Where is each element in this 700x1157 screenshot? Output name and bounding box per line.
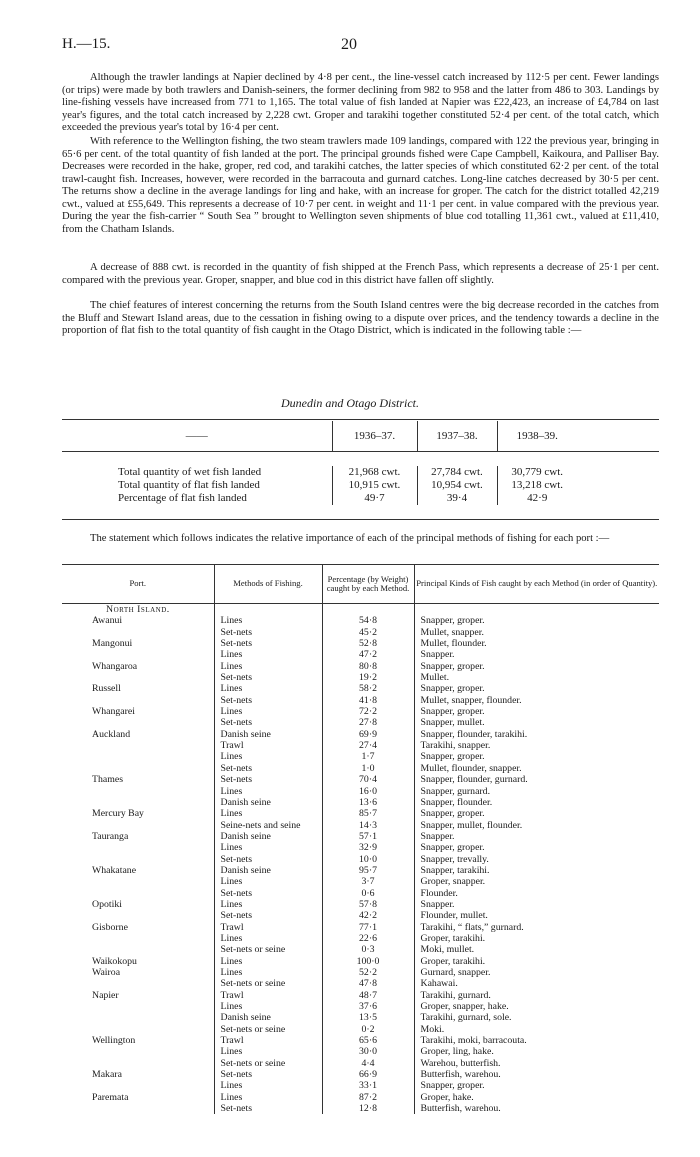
document-reference: H.—15. — [62, 36, 111, 52]
table-row — [62, 740, 659, 751]
methods-port-cell — [62, 1080, 214, 1091]
table-row — [62, 615, 659, 626]
table-row — [62, 933, 659, 944]
methods-method-cell: Lines — [214, 751, 322, 762]
methods-pct-cell: 57·8 — [322, 899, 414, 910]
methods-pct-cell: 48·7 — [322, 990, 414, 1001]
methods-method-cell: Danish seine — [214, 865, 322, 876]
methods-port-cell — [62, 1001, 214, 1012]
table-row — [62, 683, 659, 694]
table-row — [62, 797, 659, 808]
methods-pct-cell: 80·8 — [322, 661, 414, 672]
methods-port-cell — [62, 751, 214, 762]
methods-method-cell: Set-nets — [214, 910, 322, 921]
table-row — [62, 774, 659, 785]
table-row — [62, 672, 659, 683]
methods-method-cell: Lines — [214, 1001, 322, 1012]
table-row — [62, 638, 659, 649]
methods-pct-cell: 85·7 — [322, 808, 414, 819]
table-row — [62, 466, 659, 479]
methods-port-cell — [62, 695, 214, 706]
methods-method-cell: Set-nets or seine — [214, 1058, 322, 1069]
methods-port-cell: Whangarei — [92, 706, 135, 718]
table-rule-top — [62, 419, 659, 420]
methods-pct-cell: 42·2 — [322, 910, 414, 921]
methods-method-cell: Trawl — [214, 1035, 322, 1046]
page-number: 20 — [341, 36, 357, 53]
methods-kinds-cell: Butterfish, warehou. — [414, 1069, 659, 1080]
methods-pct-cell: 69·9 — [322, 729, 414, 740]
methods-method-cell: Set-nets — [214, 888, 322, 899]
methods-pct-cell: 10·0 — [322, 854, 414, 865]
methods-pct-cell: 100·0 — [322, 956, 414, 967]
methods-port-cell — [62, 854, 214, 865]
methods-port-cell: Mercury Bay — [92, 808, 144, 820]
methods-method-cell: Danish seine — [214, 831, 322, 842]
methods-pct-cell: 65·6 — [322, 1035, 414, 1046]
table-row — [62, 956, 659, 967]
methods-method-cell: Trawl — [214, 740, 322, 751]
methods-kinds-cell: Mullet, snapper. — [414, 627, 659, 638]
methods-port-cell — [62, 1058, 214, 1069]
methods-method-cell: Lines — [214, 1046, 322, 1057]
methods-port-cell: Wairoa — [92, 967, 121, 978]
table-rule-bottom — [62, 519, 659, 520]
methods-kinds-cell: Snapper, groper. — [414, 751, 659, 762]
methods-port-cell — [62, 842, 214, 853]
methods-port-cell — [62, 1046, 214, 1057]
methods-port-cell: Awanui — [92, 615, 123, 627]
methods-method-cell: Lines — [214, 706, 322, 717]
table-row — [62, 1092, 659, 1103]
methods-pct-cell: 47·8 — [322, 978, 414, 989]
methods-port-cell — [62, 910, 214, 921]
methods-kinds-cell: Groper, snapper. — [414, 876, 659, 887]
methods-port-cell — [62, 820, 214, 831]
methods-method-cell: Set-nets — [214, 763, 322, 774]
otago-row-label: Total quantity of wet fish landed — [118, 466, 262, 478]
methods-pct-cell: 3·7 — [322, 876, 414, 887]
table-row — [62, 820, 659, 831]
table-row — [62, 479, 659, 492]
methods-port-cell: Whakatane — [92, 864, 137, 876]
methods-port-cell: Mangonui — [92, 638, 133, 650]
methods-header-kinds: Principal Kinds of Fish caught by each Method (in order of Quantity). — [414, 565, 659, 604]
methods-port-cell — [62, 797, 214, 808]
methods-pct-cell: 27·8 — [322, 717, 414, 728]
methods-kinds-cell: Snapper, groper. — [414, 842, 659, 853]
methods-kinds-cell: Tarakihi, snapper. — [414, 740, 659, 751]
methods-kinds-cell: Flounder, mullet. — [414, 910, 659, 921]
methods-port-cell — [62, 786, 214, 797]
table-row — [62, 1001, 659, 1012]
table-row — [62, 944, 659, 955]
methods-port-cell — [62, 1103, 214, 1114]
methods-kinds-cell: Gurnard, snapper. — [414, 967, 659, 978]
paragraph-wellington: With reference to the Wellington fishing, the two steam trawlers made 109 landings, compared with 122 the previous year, bringing in 65·6 per cent. of the total quantity of fish landed at the port. The principal grounds fished were Cape Campbell, Kaikoura, and Palliser Bay. Decreases were recorded in the hake, groper, red cod, and tarakihi catches, the latter species of which constituted 62·2 per cent. of the total trawl-caught fish. Increases, however, were recorded in the barracouta and gurnard catches. Long-line catches decreased by 30·5 per cent. The returns show a decline in the average landings for ling and hake, with an increase for groper. The catch for the district totalled 42,219 cwt., valued at £55,649. This represents a decrease of 10·7 per cent. in weight and 11·1 per cent. in value compared with the previous year. During the year the fish-carrier “ South Sea ” brought to Wellington seven shipments of blue cod totalling 11,361 cwt., valued at £11,410, from the Chatham Islands. — [62, 136, 659, 235]
otago-cell: 30,779 cwt. — [497, 466, 577, 479]
methods-method-cell: Lines — [214, 899, 322, 910]
methods-header-port: Port. — [62, 565, 214, 604]
methods-port-cell — [62, 888, 214, 899]
table-row — [62, 717, 659, 728]
table-row — [62, 967, 659, 978]
methods-port-cell: Wellington — [92, 1035, 136, 1047]
methods-kinds-cell: Snapper, groper. — [414, 706, 659, 717]
table-row — [62, 910, 659, 921]
methods-method-cell: Danish seine — [214, 1012, 322, 1023]
methods-method-cell: Lines — [214, 1092, 322, 1103]
methods-kinds-cell: Groper, ling, hake. — [414, 1046, 659, 1057]
otago-year-1937: 1937–38. — [417, 421, 497, 452]
otago-table-title: Dunedin and Otago District. — [281, 396, 419, 410]
methods-pct-cell: 54·8 — [322, 615, 414, 626]
table-row — [62, 763, 659, 774]
methods-port-cell: Thames — [92, 774, 124, 786]
methods-port-cell — [62, 978, 214, 989]
table-row — [62, 706, 659, 717]
methods-port-cell: Makara — [92, 1069, 122, 1081]
methods-port-cell — [62, 944, 214, 955]
methods-pct-cell: 22·6 — [322, 933, 414, 944]
table-row — [62, 1069, 659, 1080]
methods-kinds-cell: Snapper. — [414, 649, 659, 660]
methods-kinds-cell: Flounder. — [414, 888, 659, 899]
table-row — [62, 627, 659, 638]
methods-method-cell: Set-nets — [214, 1103, 322, 1114]
methods-method-cell: Trawl — [214, 990, 322, 1001]
methods-kinds-cell: Groper, tarakihi. — [414, 933, 659, 944]
methods-kinds-cell: Tarakihi, gurnard. — [414, 990, 659, 1001]
methods-port-cell: Paremata — [92, 1091, 129, 1103]
methods-kinds-cell: Mullet, flounder. — [414, 638, 659, 649]
table-row — [62, 922, 659, 933]
methods-kinds-cell: Moki. — [414, 1024, 659, 1035]
methods-pct-cell: 47·2 — [322, 649, 414, 660]
methods-pct-cell: 1·7 — [322, 751, 414, 762]
methods-header-method: Methods of Fishing. — [214, 565, 322, 604]
methods-pct-cell: 52·2 — [322, 967, 414, 978]
methods-kinds-cell: Groper, tarakihi. — [414, 956, 659, 967]
methods-pct-cell: 30·0 — [322, 1046, 414, 1057]
methods-port-cell — [62, 763, 214, 774]
methods-method-cell: Lines — [214, 615, 322, 626]
table-row — [62, 661, 659, 672]
methods-kinds-cell: Snapper, groper. — [414, 1080, 659, 1091]
methods-header-pct: Percentage (by Weight) caught by each Method. — [322, 565, 414, 604]
methods-pct-cell: 41·8 — [322, 695, 414, 706]
otago-table — [62, 421, 659, 505]
table-row — [62, 1046, 659, 1057]
methods-kinds-cell: Snapper, groper. — [414, 808, 659, 819]
methods-method-cell: Lines — [214, 842, 322, 853]
methods-kinds-cell: Mullet, flounder, snapper. — [414, 763, 659, 774]
methods-pct-cell: 66·9 — [322, 1069, 414, 1080]
methods-kinds-cell: Snapper, mullet. — [414, 717, 659, 728]
table-row — [62, 854, 659, 865]
table-row — [62, 831, 659, 842]
otago-cell: 13,218 cwt. — [497, 479, 577, 492]
table-row — [62, 751, 659, 762]
methods-method-cell: Lines — [214, 956, 322, 967]
methods-kinds-cell: Snapper, trevally. — [414, 854, 659, 865]
methods-pct-cell: 52·8 — [322, 638, 414, 649]
methods-port-cell: Whangaroa — [92, 660, 138, 672]
methods-kinds-cell: Snapper, flounder. — [414, 797, 659, 808]
methods-method-cell: Lines — [214, 933, 322, 944]
table-row — [62, 842, 659, 853]
methods-method-cell: Set-nets — [214, 627, 322, 638]
methods-kinds-cell: Groper, hake. — [414, 1092, 659, 1103]
methods-kinds-cell: Groper, snapper, hake. — [414, 1001, 659, 1012]
methods-method-cell: Set-nets — [214, 717, 322, 728]
methods-port-cell — [62, 876, 214, 887]
methods-port-cell — [62, 649, 214, 660]
otago-year-1936: 1936–37. — [332, 421, 417, 452]
paragraph-methods-intro: The statement which follows indicates the relative importance of each of the principal methods of fishing for each port :— — [90, 533, 610, 544]
methods-kinds-cell: Snapper, flounder, gurnard. — [414, 774, 659, 785]
methods-kinds-cell: Snapper. — [414, 899, 659, 910]
methods-kinds-cell: Tarakihi, moki, barracouta. — [414, 1035, 659, 1046]
otago-row-label: Total quantity of flat fish landed — [118, 479, 260, 491]
methods-port-cell: Waikokopu — [92, 955, 137, 967]
methods-method-cell: Danish seine — [214, 797, 322, 808]
methods-method-cell: Lines — [214, 649, 322, 660]
methods-method-cell: Set-nets — [214, 672, 322, 683]
methods-method-cell: Set-nets or seine — [214, 944, 322, 955]
otago-cell: 10,915 cwt. — [332, 479, 417, 492]
methods-method-cell: Lines — [214, 786, 322, 797]
table-row — [62, 888, 659, 899]
methods-method-cell: Set-nets — [214, 638, 322, 649]
methods-pct-cell: 16·0 — [322, 786, 414, 797]
methods-method-cell: Seine-nets and seine — [214, 820, 322, 831]
methods-method-cell: Lines — [214, 1080, 322, 1091]
table-row — [62, 786, 659, 797]
methods-method-cell: Lines — [214, 683, 322, 694]
methods-port-cell — [62, 672, 214, 683]
methods-port-cell: Auckland — [92, 728, 131, 740]
otago-corner: —— — [185, 430, 208, 442]
table-row — [62, 865, 659, 876]
methods-pct-cell: 32·9 — [322, 842, 414, 853]
methods-method-cell: Trawl — [214, 922, 322, 933]
island-heading: North Island. — [106, 604, 170, 615]
methods-kinds-cell: Butterfish, warehou. — [414, 1103, 659, 1114]
methods-method-cell: Set-nets — [214, 695, 322, 706]
otago-cell: 10,954 cwt. — [417, 479, 497, 492]
methods-kinds-cell: Snapper, flounder, tarakihi. — [414, 729, 659, 740]
methods-kinds-cell: Moki, mullet. — [414, 944, 659, 955]
table-row — [62, 990, 659, 1001]
table-row — [62, 899, 659, 910]
table-row — [62, 978, 659, 989]
methods-method-cell: Lines — [214, 661, 322, 672]
otago-cell: 27,784 cwt. — [417, 466, 497, 479]
methods-pct-cell: 72·2 — [322, 706, 414, 717]
methods-pct-cell: 57·1 — [322, 831, 414, 842]
methods-pct-cell: 37·6 — [322, 1001, 414, 1012]
table-row — [62, 1103, 659, 1114]
table-row — [62, 695, 659, 706]
otago-cell: 39·4 — [417, 492, 497, 505]
otago-cell: 42·9 — [497, 492, 577, 505]
methods-kinds-cell: Snapper, groper. — [414, 683, 659, 694]
methods-method-cell: Set-nets or seine — [214, 1024, 322, 1035]
methods-method-cell: Set-nets or seine — [214, 978, 322, 989]
table-row — [62, 649, 659, 660]
methods-pct-cell: 95·7 — [322, 865, 414, 876]
table-row — [62, 729, 659, 740]
paragraph-napier: Although the trawler landings at Napier declined by 4·8 per cent., the line-vessel catch increased by 112·5 per cent. Fewer landings (or trips) were made by both trawlers and Danish-seiners, the former declining from 982 to 958 and the latter from 486 to 303. Landings by line-fishing vessels have increased from 771 to 1,165. The total value of fish landed at Napier was £22,423, an increase of £4,784 on last year's figures, and the total catch increased by 2,228 cwt. Groper and tarakihi together constituted 52·4 per cent. of the total catch, which exceeded the previous year's total by 16·4 per cent. — [62, 72, 659, 133]
methods-pct-cell: 4·4 — [322, 1058, 414, 1069]
methods-kinds-cell: Snapper, mullet, flounder. — [414, 820, 659, 831]
table-row — [62, 808, 659, 819]
methods-port-cell — [62, 1012, 214, 1023]
methods-pct-cell: 13·5 — [322, 1012, 414, 1023]
methods-kinds-cell: Warehou, butterfish. — [414, 1058, 659, 1069]
methods-port-cell: Gisborne — [92, 921, 128, 933]
methods-kinds-cell: Kahawai. — [414, 978, 659, 989]
methods-kinds-cell: Snapper, groper. — [414, 661, 659, 672]
otago-cell: 21,968 cwt. — [332, 466, 417, 479]
methods-method-cell: Set-nets — [214, 854, 322, 865]
methods-pct-cell: 45·2 — [322, 627, 414, 638]
table-row — [62, 876, 659, 887]
methods-pct-cell: 0·6 — [322, 888, 414, 899]
methods-port-cell: Napier — [92, 989, 119, 1001]
table-row — [62, 1035, 659, 1046]
methods-method-cell: Lines — [214, 967, 322, 978]
methods-pct-cell: 14·3 — [322, 820, 414, 831]
methods-kinds-cell: Mullet. — [414, 672, 659, 683]
table-row — [62, 492, 659, 505]
methods-kinds-cell: Mullet, snapper, flounder. — [414, 695, 659, 706]
methods-pct-cell: 87·2 — [322, 1092, 414, 1103]
table-row — [62, 1058, 659, 1069]
methods-kinds-cell: Snapper, gurnard. — [414, 786, 659, 797]
methods-kinds-cell: Tarakihi, “ flats,” gurnard. — [414, 922, 659, 933]
methods-port-cell: Tauranga — [92, 830, 129, 842]
methods-pct-cell: 12·8 — [322, 1103, 414, 1114]
table-row — [62, 1080, 659, 1091]
methods-pct-cell: 19·2 — [322, 672, 414, 683]
paragraph-south-island: The chief features of interest concerning the returns from the South Island centres were the big decrease recorded in the catches from the Bluff and Stewart Island areas, due to the cessation in fishing owing to a dispute over prices, and the tendency towards a decline in the proportion of flat fish to the total quantity of fish caught in the Otago District, which is indicated in the following table :— — [62, 300, 659, 336]
methods-pct-cell: 0·3 — [322, 944, 414, 955]
methods-pct-cell: 0·2 — [322, 1024, 414, 1035]
methods-port-cell — [62, 717, 214, 728]
methods-method-cell: Danish seine — [214, 729, 322, 740]
otago-year-1938: 1938–39. — [497, 421, 577, 452]
table-row — [62, 1024, 659, 1035]
methods-method-cell: Set-nets — [214, 774, 322, 785]
methods-pct-cell: 77·1 — [322, 922, 414, 933]
methods-table — [62, 565, 659, 1114]
table-row — [62, 1012, 659, 1023]
methods-pct-cell: 13·6 — [322, 797, 414, 808]
methods-pct-cell: 27·4 — [322, 740, 414, 751]
methods-method-cell: Lines — [214, 876, 322, 887]
methods-pct-cell: 33·1 — [322, 1080, 414, 1091]
otago-row-label: Percentage of flat fish landed — [118, 492, 247, 504]
methods-port-cell — [62, 740, 214, 751]
methods-kinds-cell: Snapper, tarakihi. — [414, 865, 659, 876]
methods-port-cell — [62, 627, 214, 638]
methods-method-cell: Lines — [214, 808, 322, 819]
paragraph-french-pass: A decrease of 888 cwt. is recorded in the quantity of fish shipped at the French Pass, which represents a decrease of 25·1 per cent. compared with the previous year. Groper, snapper, and blue cod in this district have fallen off slightly. — [62, 262, 659, 286]
methods-pct-cell: 1·0 — [322, 763, 414, 774]
methods-port-cell: Russell — [92, 683, 121, 695]
methods-port-cell: Opotiki — [92, 898, 122, 910]
methods-kinds-cell: Snapper. — [414, 831, 659, 842]
methods-port-cell — [62, 933, 214, 944]
methods-pct-cell: 70·4 — [322, 774, 414, 785]
methods-port-cell — [62, 1024, 214, 1035]
otago-cell: 49·7 — [332, 492, 417, 505]
methods-method-cell: Set-nets — [214, 1069, 322, 1080]
methods-kinds-cell: Snapper, groper. — [414, 615, 659, 626]
methods-kinds-cell: Tarakihi, gurnard, sole. — [414, 1012, 659, 1023]
methods-pct-cell: 58·2 — [322, 683, 414, 694]
